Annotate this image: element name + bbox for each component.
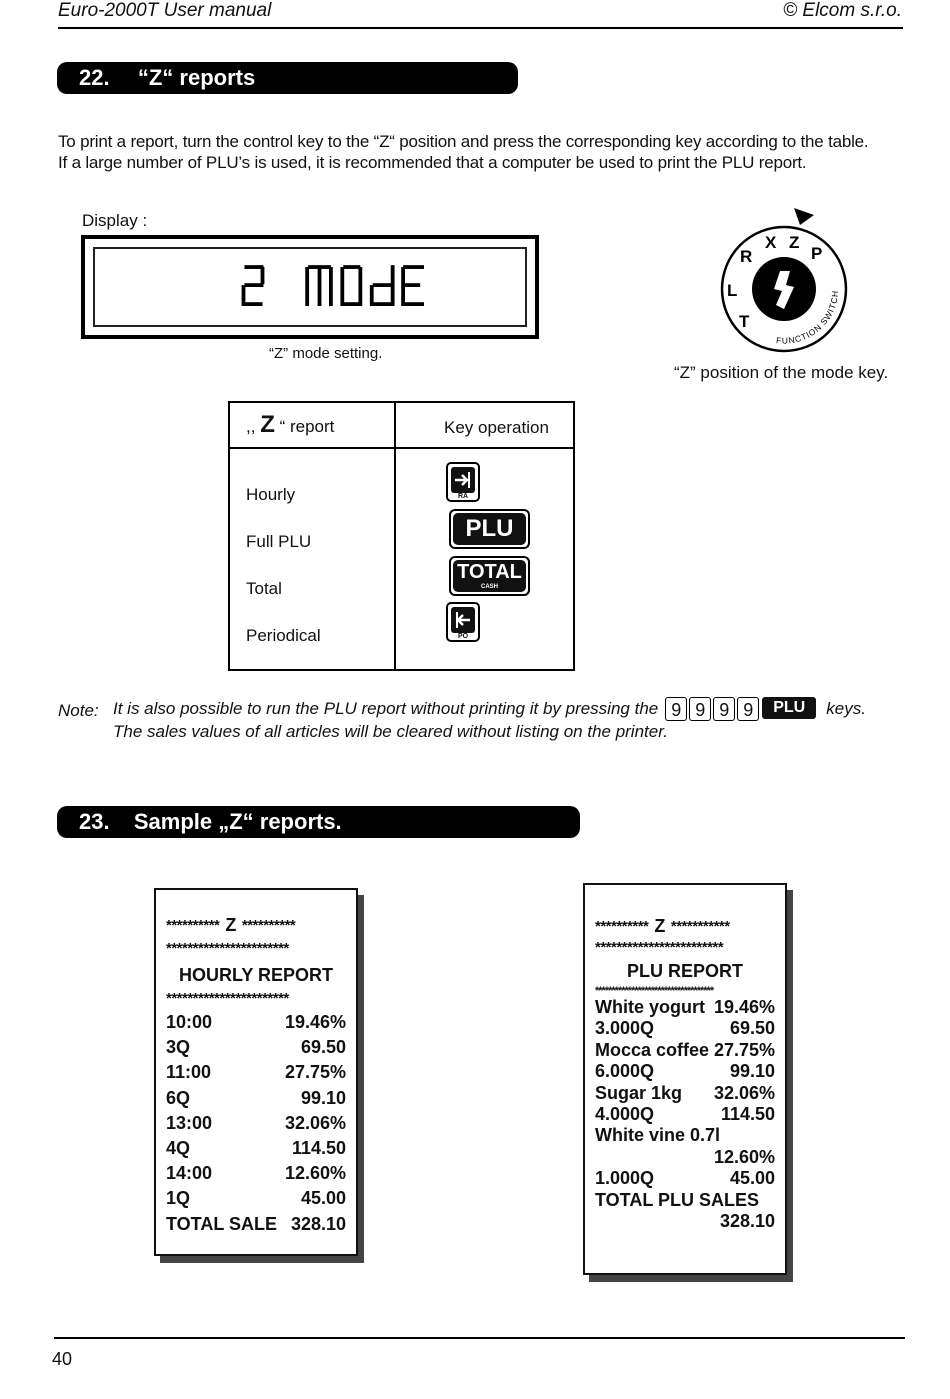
section-22-title: “Z“ reports (137, 65, 256, 90)
digit-key-9: 9 (713, 697, 735, 721)
header-divider (58, 27, 903, 29)
receipt-line-value: 114.50 (720, 1103, 775, 1124)
header-manual-title: Euro-2000T User manual (58, 0, 272, 21)
table-key-cells (395, 448, 574, 670)
note-text-1: It is also possible to run the PLU report without printing it by pressing the (113, 699, 659, 718)
receipt-line-value: 45.00 (729, 1168, 775, 1189)
receipt-line-label: 6.000Q (595, 1061, 655, 1082)
receipt-line-value: 99.10 (300, 1087, 346, 1108)
arrow-in-icon (451, 467, 475, 493)
table-report-labels (229, 448, 395, 670)
receipt-line-label: White yogurt (595, 997, 705, 1017)
receipt-line (595, 1040, 775, 1061)
z-mark: Z (654, 917, 665, 935)
receipt-line-label: Sugar 1kg (595, 1082, 683, 1103)
stars: ********** (166, 916, 220, 934)
plu-report-receipt (583, 883, 787, 1275)
digit-key-9: 9 (689, 697, 711, 721)
lcd-display (81, 235, 539, 339)
table-header-key-operation: Key operation (395, 402, 574, 448)
receipt-line-value: 19.46% (713, 997, 775, 1017)
receipt-line (166, 1060, 346, 1085)
section-22-number: 22. (79, 65, 110, 90)
arrow-out-icon (451, 607, 475, 633)
key-total (449, 556, 530, 596)
key-po-label: PO (457, 633, 469, 640)
note-text (113, 697, 908, 743)
receipt-line (595, 1211, 775, 1232)
intro-line-2: If a large number of PLU’s is used, it is recommended that a computer be used to print the PLU report. (58, 153, 807, 172)
svg-text:L: L (727, 281, 738, 300)
key-total-face (453, 560, 526, 592)
receipt-line-value: 69.50 (729, 1018, 775, 1039)
lcd-display-inner (93, 247, 527, 327)
stars-divider: *********************** (166, 940, 289, 957)
receipt-line-label: 10:00 (166, 1012, 213, 1032)
receipt-line (595, 997, 775, 1018)
receipt-line-label: 4.000Q (595, 1103, 655, 1124)
receipt-z-banner (595, 917, 775, 935)
note-text-keys: keys. (826, 699, 866, 718)
receipt-line-label: 4Q (166, 1137, 191, 1158)
receipt-line-label: TOTAL PLU SALES (595, 1189, 760, 1210)
key-total-label: TOTAL (457, 561, 522, 583)
receipt-line-label: 13:00 (166, 1112, 213, 1133)
receipt-z-banner (166, 914, 346, 936)
receipt-line-label: Mocca coffee (595, 1039, 710, 1060)
svg-text:Z: Z (789, 233, 800, 252)
intro-line-1: To print a report, turn the control key to the “Z“ position and press the corresponding key according to the table. (58, 132, 869, 151)
section-23-title: Sample „Z“ reports. (133, 809, 342, 834)
note-line-2: The sales values of all articles will be cleared without listing on the printer. (113, 722, 668, 741)
receipt-line (166, 1161, 346, 1186)
stars: ********** (595, 917, 649, 935)
table-header-report (229, 402, 395, 448)
receipt-line-label: 11:00 (166, 1062, 212, 1083)
svg-text:T: T (739, 312, 750, 331)
receipt-line-value: 19.46% (284, 1012, 346, 1032)
receipt-lines (595, 997, 775, 1232)
display-label: Display : (82, 211, 148, 230)
row-label-hourly: Hourly (246, 485, 296, 504)
receipt-line-value: 328.10 (290, 1213, 346, 1234)
receipt-line (166, 1010, 346, 1035)
z-mark: Z (225, 914, 236, 935)
receipt-line (166, 1086, 346, 1111)
receipt-line-value: 45.00 (300, 1188, 346, 1209)
header-copyright: © Elcom s.r.o. (783, 0, 902, 21)
receipt-line-label: White vine 0.7l (595, 1125, 721, 1146)
receipt-line-label: 6Q (166, 1087, 191, 1108)
header-report-word: “ report (279, 417, 335, 436)
receipt-line-label: TOTAL SALE (166, 1213, 278, 1234)
receipt-line-value: 32.06% (713, 1082, 775, 1103)
footer-divider (54, 1337, 905, 1339)
section-23-heading (57, 806, 580, 838)
digit-key-9: 9 (737, 697, 759, 721)
receipt-line-value: 69.50 (300, 1037, 346, 1058)
receipt-line-label: 14:00 (166, 1163, 213, 1184)
receipt-line (595, 1018, 775, 1039)
key-po (446, 602, 480, 642)
svg-text:FUNCTION SWITCH: FUNCTION SWITCH (775, 289, 841, 346)
receipt-line (166, 1136, 346, 1161)
row-label-periodical: Periodical (246, 626, 321, 645)
note-line-1 (113, 697, 908, 721)
receipt-line (595, 1083, 775, 1104)
receipt-line-value: 99.10 (729, 1061, 775, 1082)
key-plu (449, 509, 530, 549)
receipt-line (595, 1168, 775, 1189)
stars-divider: ************************************ (595, 985, 714, 997)
receipt-line (595, 1190, 775, 1211)
receipt-line-value: 27.75% (284, 1062, 346, 1083)
stars: ********** (241, 916, 296, 934)
receipt-line-label: 1Q (166, 1188, 191, 1209)
lcd-segment-text (95, 249, 525, 325)
receipt-line (595, 1125, 775, 1146)
receipt-line (595, 1061, 775, 1082)
z-report-key-table (228, 401, 575, 671)
note-plu-key: PLU (762, 697, 816, 719)
stars-divider: ************************ (595, 939, 724, 956)
digit-key-9: 9 (665, 697, 687, 721)
section-22-heading (57, 62, 518, 94)
note-key-sequence (665, 697, 816, 721)
receipt-line (166, 1111, 346, 1136)
header-quote-open: ,, (246, 417, 256, 436)
receipt-title: HOURLY REPORT (178, 965, 334, 985)
receipt-line-value: 32.06% (284, 1112, 346, 1133)
page-number: 40 (52, 1349, 73, 1369)
receipt-line-label: 3.000Q (595, 1018, 655, 1039)
note-label: Note: (58, 701, 99, 720)
row-label-full-plu: Full PLU (246, 532, 312, 551)
display-caption: “Z” mode setting. (269, 345, 383, 362)
receipt-line (595, 1147, 775, 1168)
key-plu-label: PLU (453, 513, 526, 545)
switch-caption: “Z” position of the mode key. (674, 363, 889, 382)
intro-paragraph (58, 131, 918, 173)
receipt-line (166, 1186, 346, 1211)
key-total-sub: CASH (480, 584, 498, 590)
function-switch (710, 205, 860, 355)
receipt-lines (166, 1010, 346, 1237)
svg-text:R: R (740, 247, 753, 266)
header-z-letter: Z (260, 411, 275, 438)
receipt-line (595, 1104, 775, 1125)
receipt-line (166, 1035, 346, 1060)
hourly-report-receipt (154, 888, 358, 1256)
stars: *********** (670, 917, 730, 935)
row-label-total: Total (246, 579, 282, 598)
key-ra-label: RA (457, 493, 469, 500)
svg-text:X: X (765, 233, 777, 252)
svg-text:P: P (811, 244, 823, 263)
receipt-line-value: 27.75% (713, 1039, 775, 1060)
receipt-line-value: 328.10 (719, 1210, 775, 1231)
receipt-title: PLU REPORT (626, 961, 743, 981)
section-23-number: 23. (79, 809, 110, 834)
stars-divider: *********************** (166, 990, 289, 1007)
receipt-line-label: 1.000Q (595, 1168, 655, 1189)
receipt-line-value: 12.60% (713, 1146, 775, 1167)
function-switch-icon (710, 205, 860, 355)
receipt-line (166, 1212, 346, 1237)
key-ra (446, 462, 480, 502)
receipt-line-label: 3Q (166, 1037, 191, 1058)
receipt-line-value: 12.60% (284, 1163, 346, 1184)
receipt-line-value: 114.50 (291, 1137, 346, 1158)
